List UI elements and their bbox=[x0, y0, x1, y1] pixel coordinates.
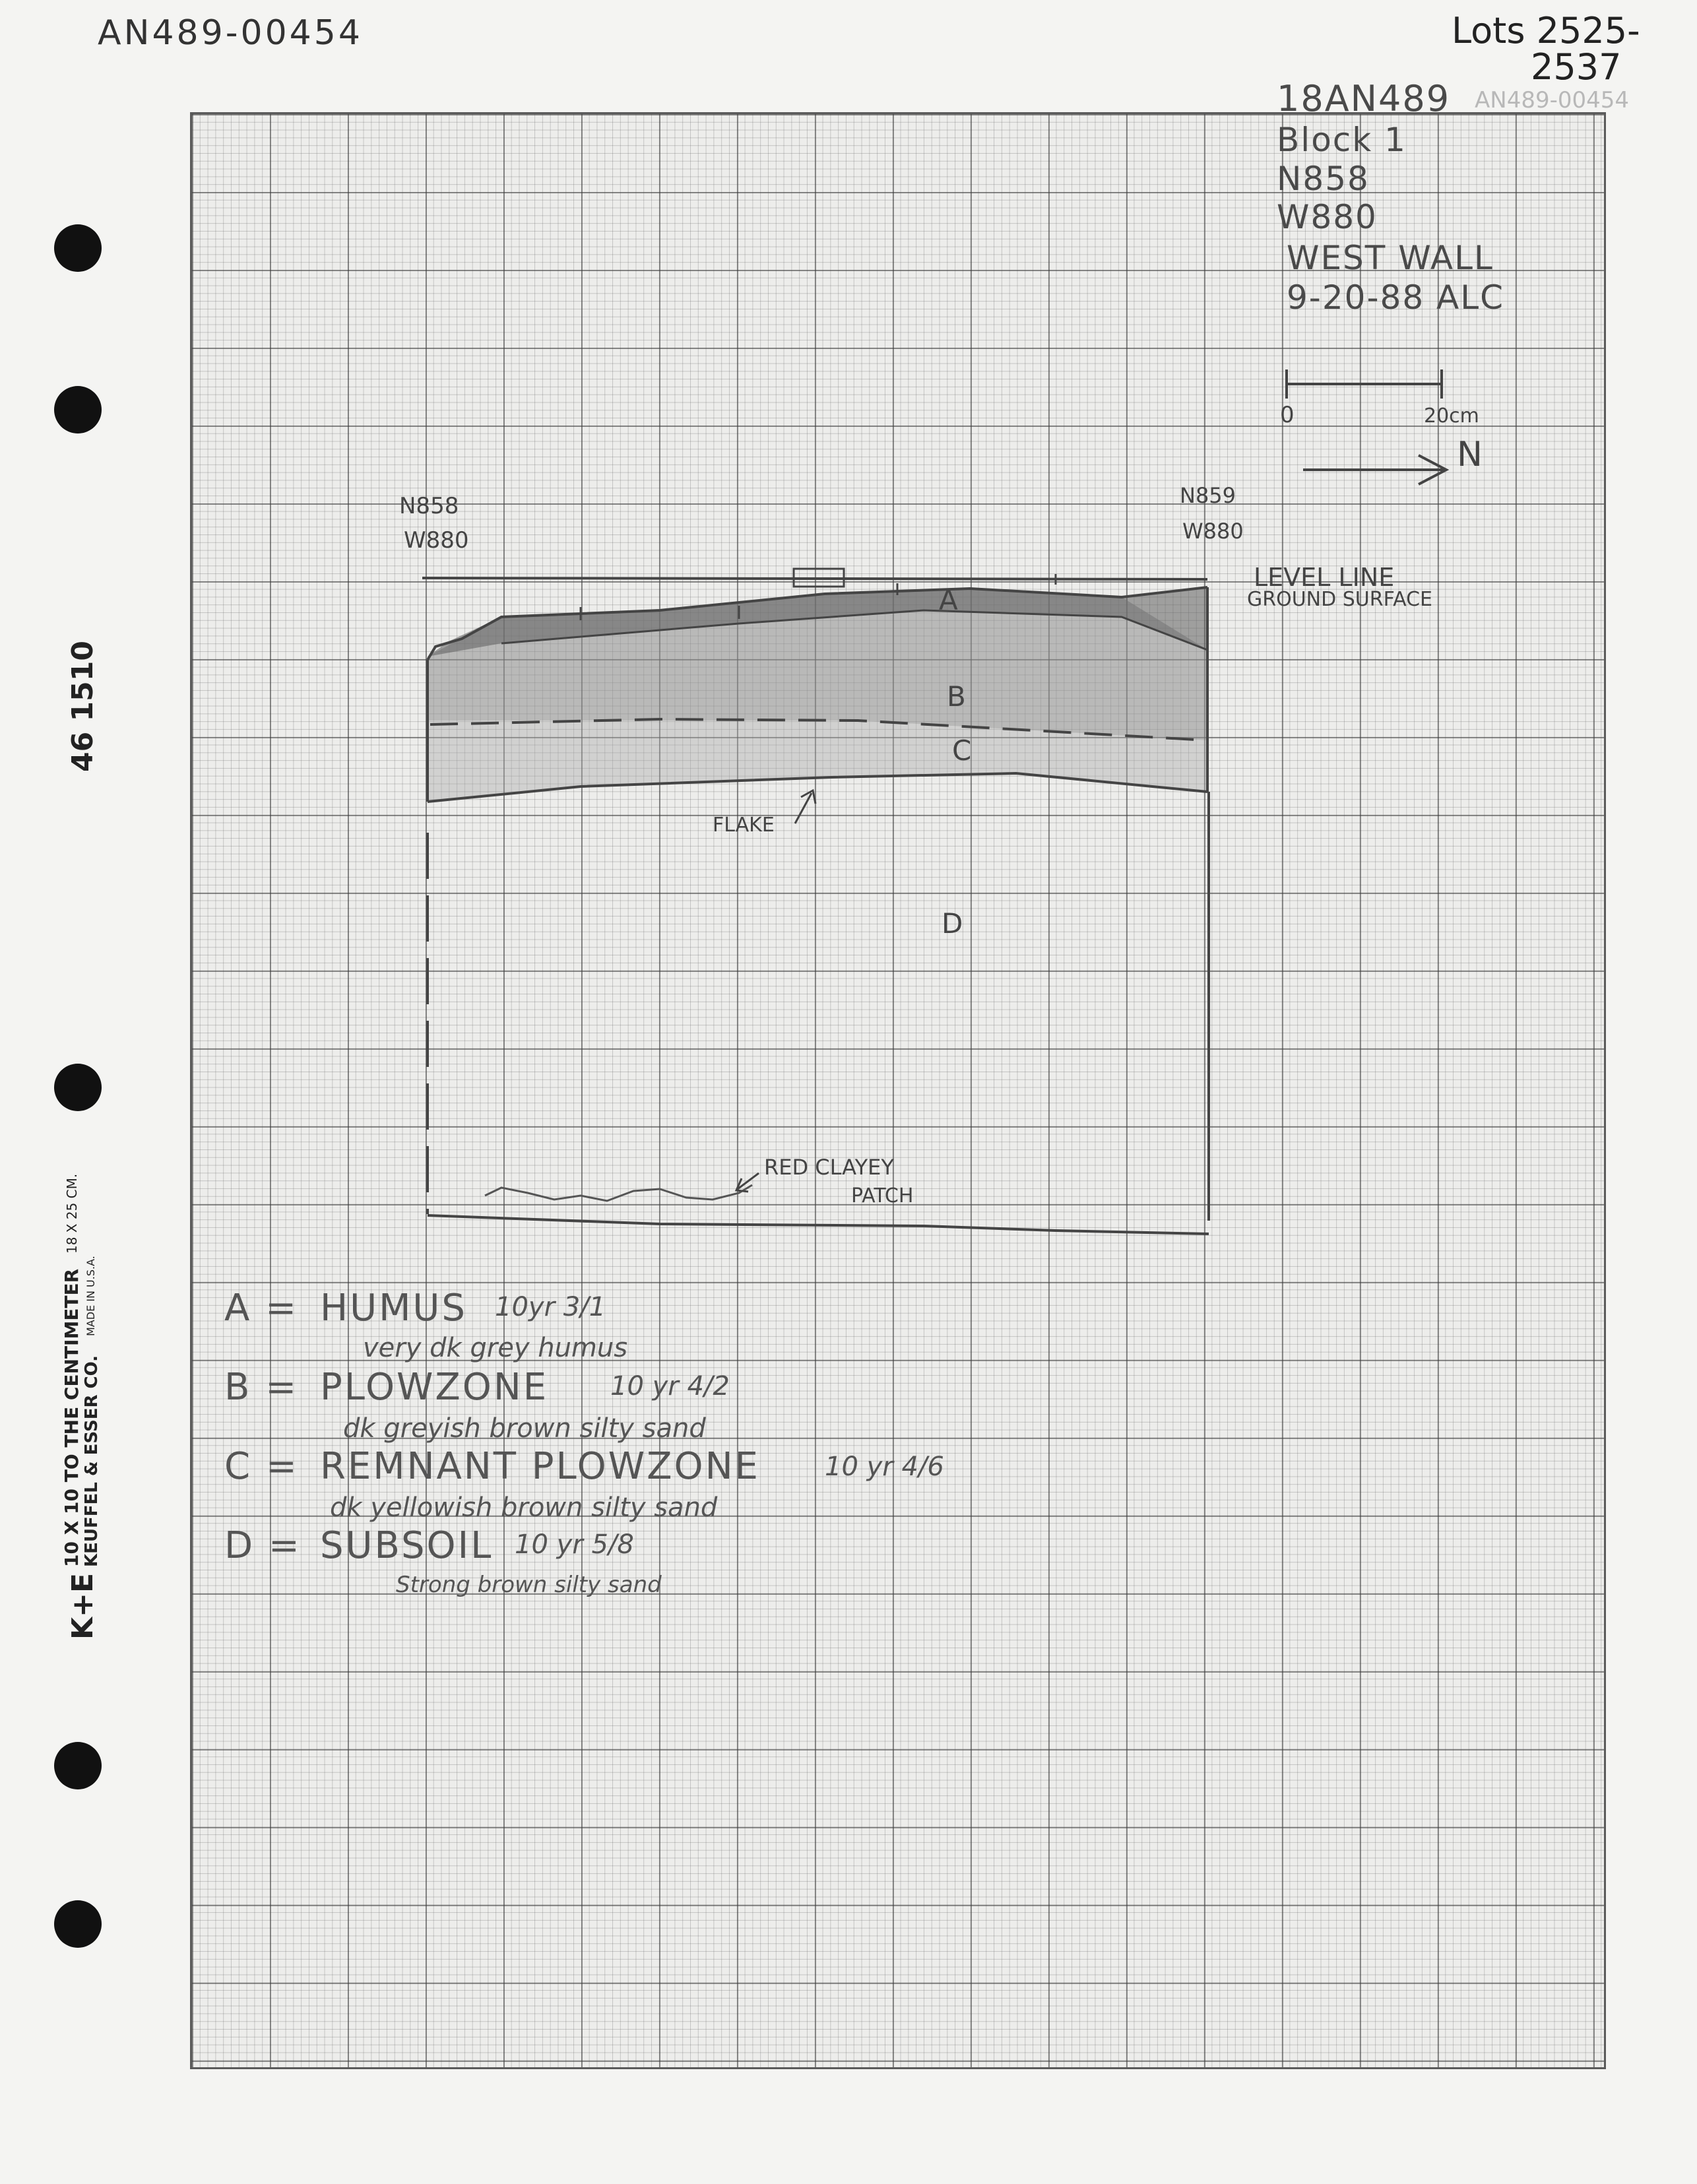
lots-line-1: Lots 2525- bbox=[1452, 10, 1640, 51]
legend-b-name: PLOWZONE bbox=[320, 1366, 549, 1409]
product-number: 46 1510 bbox=[66, 640, 100, 772]
legend-b-desc: dk greyish brown silty sand bbox=[343, 1413, 706, 1444]
maker-logo: K+E bbox=[66, 1572, 100, 1640]
red-clayey-patch-outline bbox=[485, 1185, 752, 1201]
lots-line-2: 2537 bbox=[1531, 46, 1622, 88]
legend-c-desc: dk yellowish brown silty sand bbox=[330, 1493, 718, 1523]
scale-bar bbox=[1287, 369, 1442, 399]
patch-label: PATCH bbox=[851, 1184, 914, 1207]
legend-d-munsell: 10 yr 5/8 bbox=[515, 1529, 634, 1560]
level-line bbox=[422, 578, 1207, 579]
legend-a-desc: very dk grey humus bbox=[363, 1333, 628, 1363]
corner-left-west: W880 bbox=[404, 527, 469, 554]
catalog-id: AN489-00454 bbox=[98, 13, 363, 53]
paper-maker: KEUFFEL & ESSER CO. bbox=[82, 1355, 102, 1567]
legend-c-munsell: 10 yr 4/6 bbox=[825, 1452, 944, 1482]
legend-b-code: B = bbox=[224, 1366, 299, 1409]
legend-a-code: A = bbox=[224, 1287, 299, 1330]
legend bbox=[224, 1287, 1214, 1617]
legend-d-name: SUBSOIL bbox=[320, 1524, 494, 1567]
paper-size: 18 X 25 CM. bbox=[64, 1173, 80, 1254]
level-line-label: LEVEL LINE bbox=[1254, 563, 1395, 592]
layer-a-label: A bbox=[939, 584, 958, 616]
flake-label: FLAKE bbox=[713, 814, 775, 837]
legend-b-munsell: 10 yr 4/2 bbox=[610, 1371, 730, 1401]
corner-right-north: N859 bbox=[1180, 483, 1236, 508]
legend-d-code: D = bbox=[224, 1524, 302, 1567]
flake-arrow-icon bbox=[795, 790, 816, 823]
red-clayey-label: RED CLAYEY bbox=[764, 1155, 894, 1180]
corner-left-north: N858 bbox=[399, 493, 459, 519]
north-arrow-label: N bbox=[1457, 435, 1483, 474]
north-coordinate: N858 bbox=[1277, 160, 1370, 198]
date-recorder: 9-20-88 ALC bbox=[1287, 278, 1505, 317]
scale-end-label: 20cm bbox=[1424, 404, 1479, 428]
corner-right-west: W880 bbox=[1182, 519, 1244, 544]
ground-surface-label: GROUND SURFACE bbox=[1247, 588, 1432, 611]
west-coordinate: W880 bbox=[1277, 198, 1378, 236]
legend-d-desc: Strong brown silty sand bbox=[396, 1572, 662, 1598]
layer-c-label: C bbox=[952, 734, 972, 767]
paper-spec: 10 X 10 TO THE CENTIMETER bbox=[61, 1268, 82, 1567]
legend-c-code: C = bbox=[224, 1445, 299, 1488]
layer-d-label: D bbox=[942, 907, 963, 940]
layer-b-label: B bbox=[947, 680, 966, 713]
legend-a-munsell: 10yr 3/1 bbox=[495, 1292, 606, 1322]
legend-a-name: HUMUS bbox=[320, 1287, 467, 1330]
wall-label: WEST WALL bbox=[1287, 239, 1494, 277]
scale-start-label: 0 bbox=[1280, 402, 1295, 428]
block-label: Block 1 bbox=[1277, 121, 1407, 159]
site-number: 18AN489 bbox=[1277, 78, 1451, 119]
legend-c-name: REMNANT PLOWZONE bbox=[320, 1445, 760, 1488]
made-in: MADE IN U.S.A. bbox=[84, 1256, 97, 1336]
faint-catalog-id: AN489-00454 bbox=[1475, 87, 1630, 113]
north-arrow-icon bbox=[1303, 455, 1446, 484]
